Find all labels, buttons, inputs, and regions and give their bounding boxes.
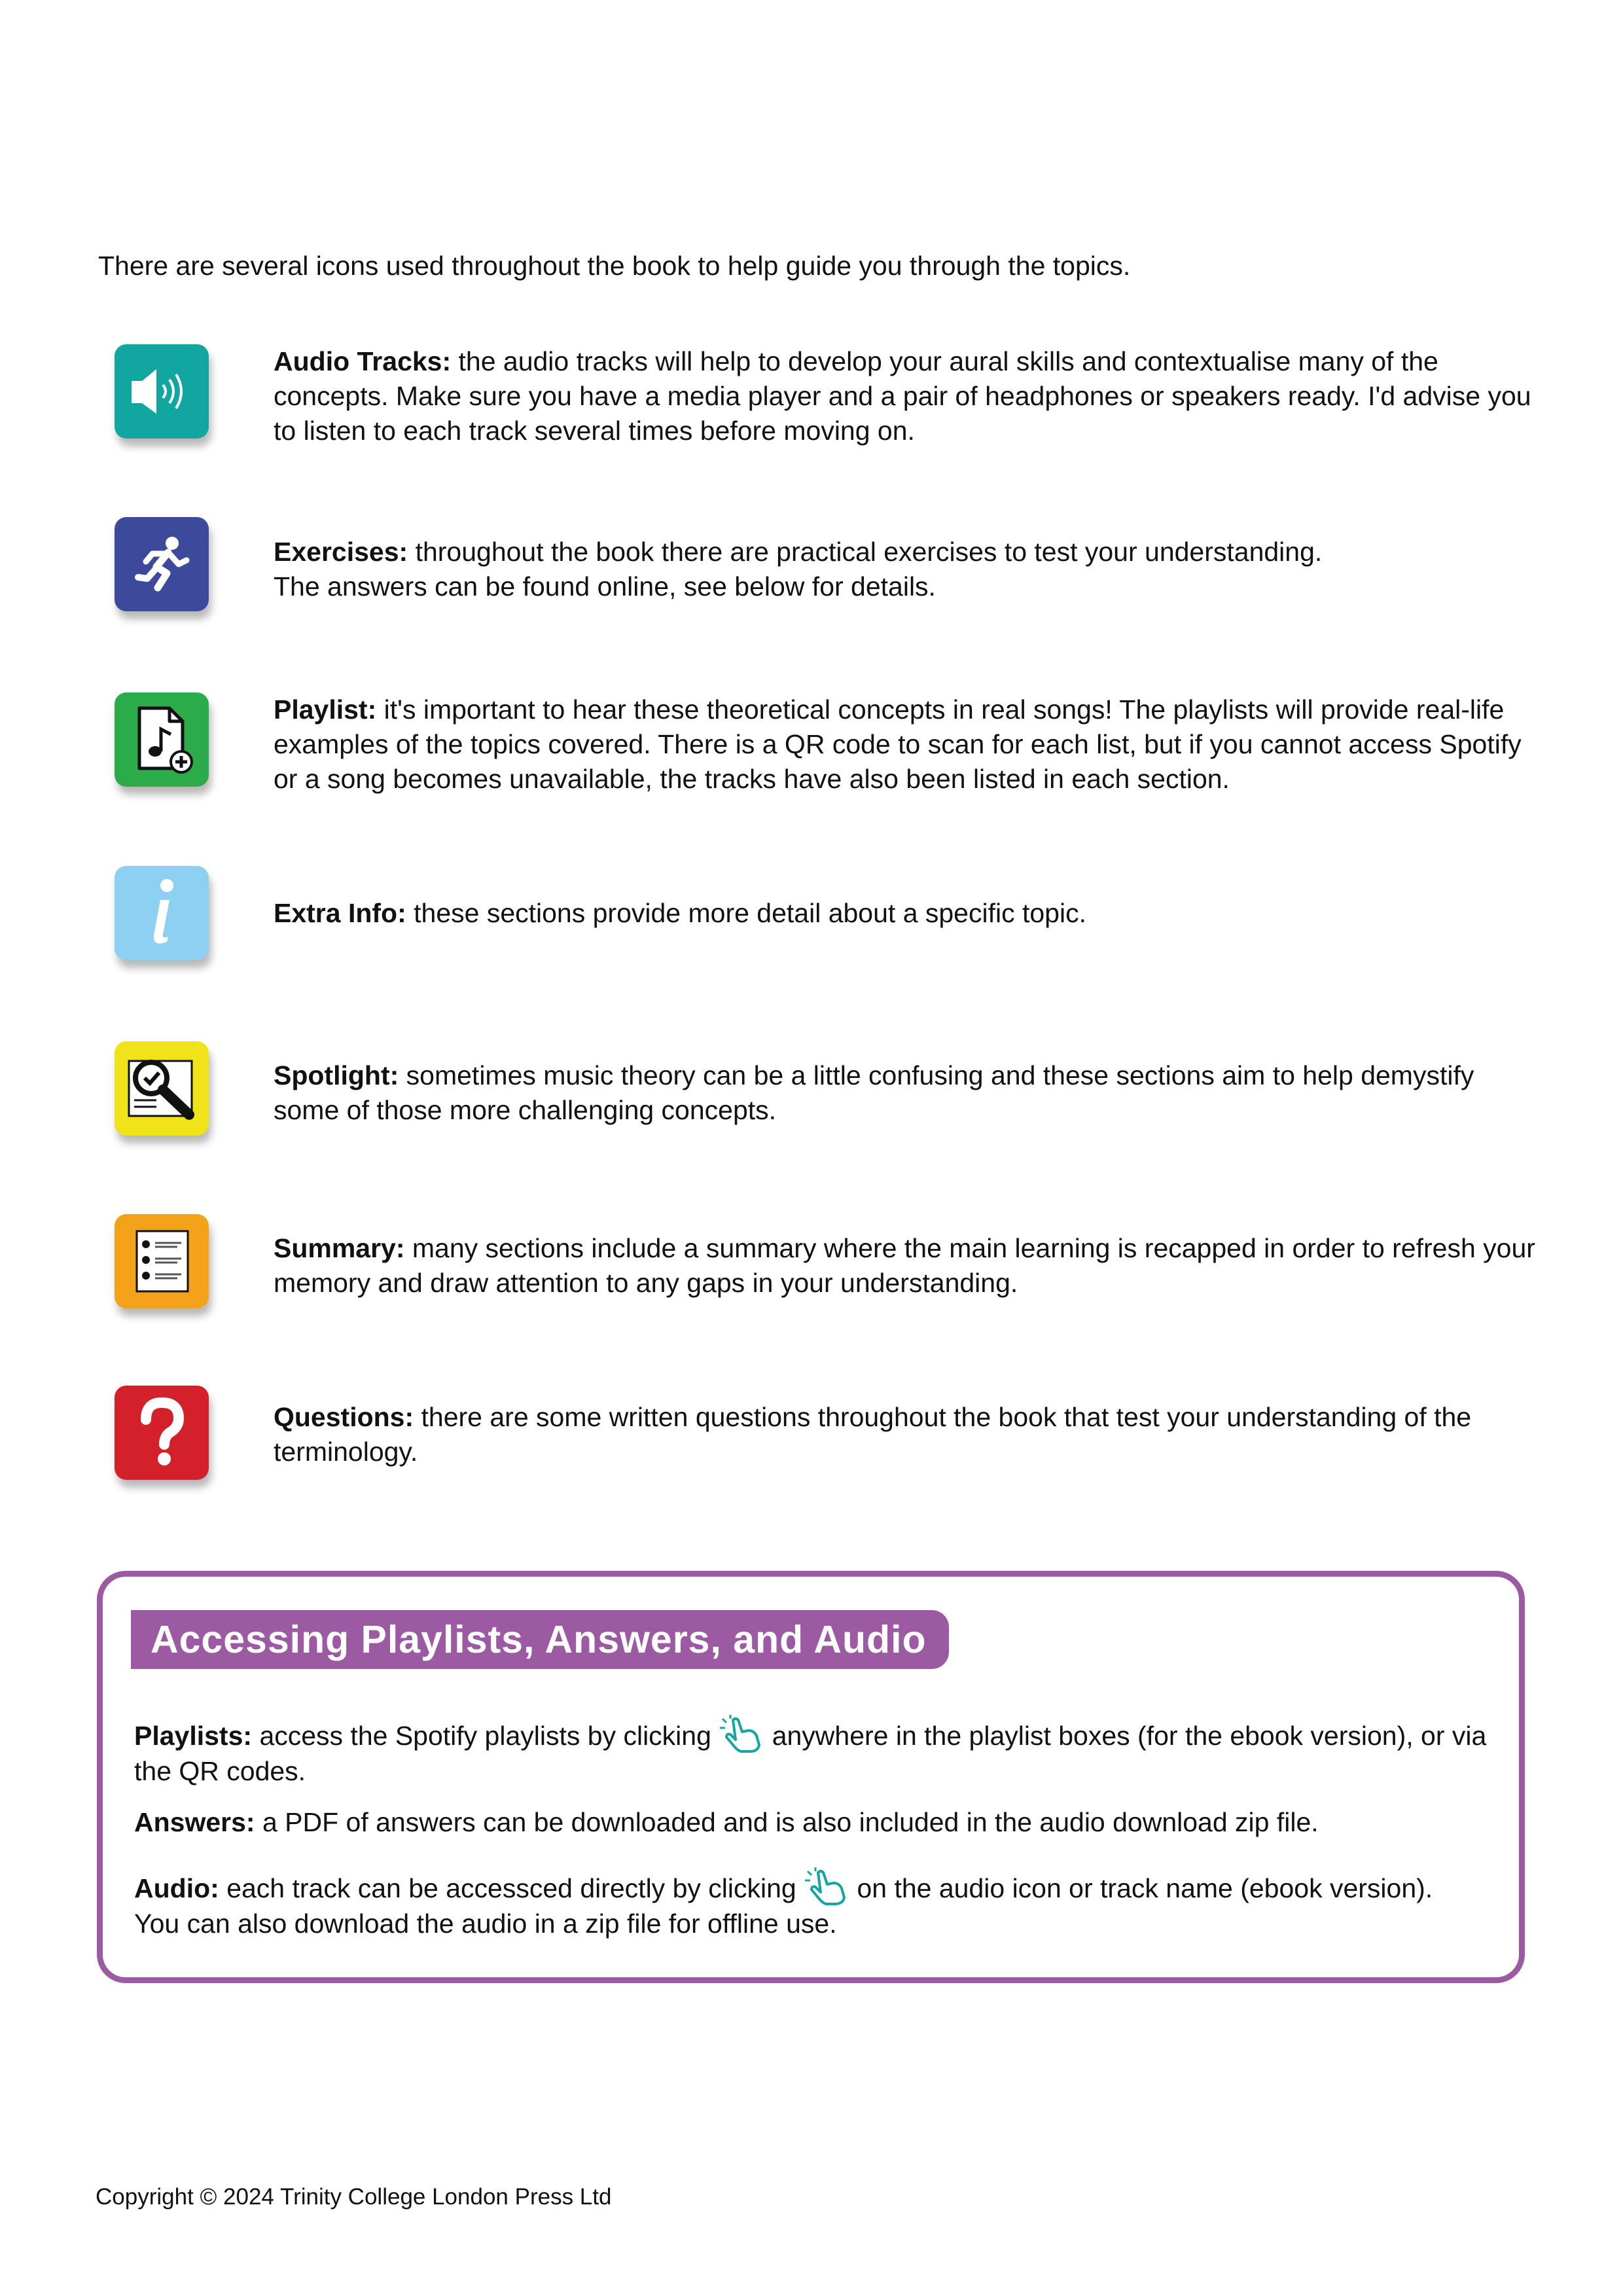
copyright-footer: Copyright © 2024 Trinity College London Press Ltd — [96, 2184, 612, 2210]
audio-text: each track can be accessced directly by clicking — [219, 1873, 804, 1903]
playlists-text-end: anywhere in the playlist boxes (for the ebook version), or via the QR codes. — [134, 1721, 1487, 1786]
legend-label: Audio Tracks: — [274, 346, 452, 376]
legend-description — [274, 1058, 1537, 1128]
audio-text-end: on the audio icon or track name (ebook version). — [849, 1873, 1433, 1903]
legend-label: Summary: — [274, 1233, 405, 1263]
answers-info — [134, 1805, 1495, 1839]
hand-pointer-icon — [804, 1867, 849, 1907]
legend-label: Playlist: — [274, 694, 377, 725]
magnifier-checklist-icon[interactable] — [115, 1041, 209, 1136]
legend-label: Extra Info: — [274, 898, 406, 928]
legend-label: Exercises: — [274, 537, 408, 567]
legend-text-line-2: The answers can be found online, see below for details. — [274, 571, 936, 601]
audio-label: Audio: — [134, 1873, 219, 1903]
legend-text: the audio tracks will help to develop your aural skills and contextualise many of the concepts. Make sure you have a media player and a pair of headphones or speakers ready. I'd advise you to listen to each track several times before moving on. — [274, 346, 1531, 446]
answers-text: a PDF of answers can be downloaded and is also included in the audio download zip file. — [255, 1807, 1319, 1837]
panel-title: Accessing Playlists, Answers, and Audio — [131, 1610, 949, 1669]
legend-text: these sections provide more detail about a specific topic. — [406, 898, 1086, 928]
hand-pointer-icon — [719, 1715, 764, 1754]
legend-text: it's important to hear these theoretical concepts in real songs! The playlists will provide real-life examples of the topics covered. There is a QR code to scan for each list, but if you cannot access Spotify or a song becomes unavailable, the tracks have also been listed in each section. — [274, 694, 1522, 794]
playlists-info — [134, 1715, 1495, 1788]
legend-text: there are some written questions throughout the book that test your understanding of the terminology. — [274, 1402, 1472, 1467]
audio-info — [134, 1867, 1495, 1941]
answers-label: Answers: — [134, 1807, 255, 1837]
legend-text: sometimes music theory can be a little confusing and these sections aim to help demystify some of those more challenging concepts. — [274, 1060, 1474, 1125]
checklist-icon[interactable] — [115, 1214, 209, 1308]
intro-text: There are several icons used throughout the book to help guide you through the topics. — [98, 251, 1131, 281]
speaker-icon[interactable] — [115, 344, 209, 439]
legend-description — [274, 1400, 1537, 1469]
info-icon[interactable] — [115, 866, 209, 960]
legend-text: throughout the book there are practical exercises to test your understanding. — [408, 537, 1323, 567]
legend-label: Questions: — [274, 1402, 414, 1432]
legend-description — [274, 692, 1537, 797]
legend-description — [274, 535, 1537, 604]
audio-text-line-2: You can also download the audio in a zip file for offline use. — [134, 1909, 837, 1939]
playlists-text: access the Spotify playlists by clicking — [252, 1721, 719, 1751]
playlists-label: Playlists: — [134, 1721, 253, 1751]
legend-description — [274, 344, 1537, 448]
running-person-icon[interactable] — [115, 517, 209, 611]
music-file-add-icon[interactable] — [115, 692, 209, 787]
question-mark-icon[interactable] — [115, 1386, 209, 1480]
legend-description — [274, 896, 1537, 931]
legend-label: Spotlight: — [274, 1060, 399, 1090]
legend-text: many sections include a summary where the main learning is recapped in order to refresh your memory and draw attention to any gaps in your understanding. — [274, 1233, 1535, 1298]
legend-description — [274, 1231, 1537, 1300]
